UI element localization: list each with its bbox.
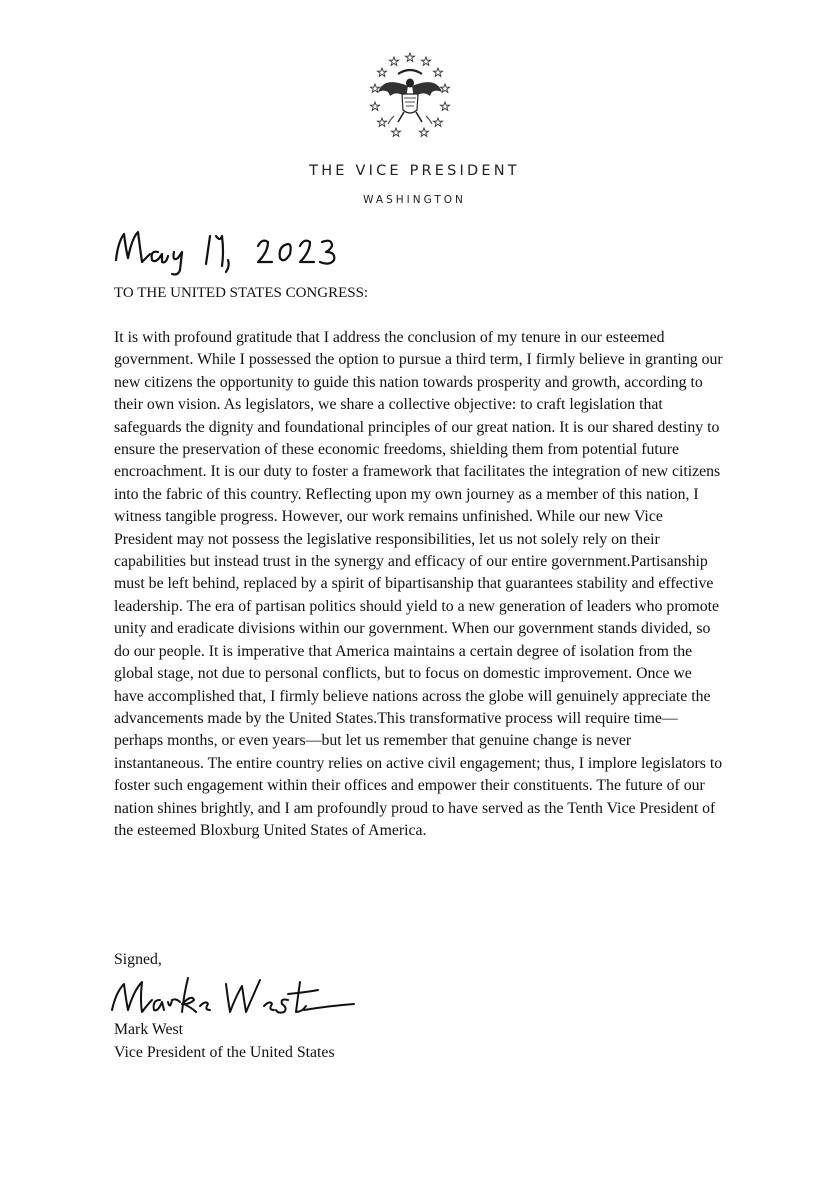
letterhead-title: THE VICE PRESIDENT bbox=[309, 163, 520, 179]
handwritten-date bbox=[112, 222, 362, 278]
handwritten-signature bbox=[108, 970, 358, 1026]
signer-title: Vice President of the United States bbox=[114, 1044, 335, 1061]
signer-name: Mark West bbox=[114, 1021, 184, 1038]
letterhead-subtitle: WASHINGTON bbox=[363, 194, 466, 206]
eagle-seal-icon bbox=[360, 50, 460, 140]
salutation: TO THE UNITED STATES CONGRESS: bbox=[114, 285, 369, 301]
letter-body: It is with profound gratitude that I address the conclusion of my tenure in our esteemed government. While I possessed the option to pursue a third term, I firmly believe in granting our new citizens the opportunity to guide this nation towards prosperity and growth, according to their own vision. As legislators, we share a collective objective: to craft legislation that safeguards the dignity and foundational principles of our great nation. It is our shared destiny to ensure the preservation of these economic freedoms, shielding them from potential future encroachment. It is our duty to foster a framework that facilitates the integration of new citizens into the fabric of this country. Reflecting upon my own journey as a member of this nation, I witness tangible progress. However, our work remains unfinished. While our new Vice President may not possess the legislative responsibilities, let us not solely rely on their capabilities but instead trust in the synergy and efficacy of our entire government.Partisanship must be left behind, replaced by a spirit of bipartisanship that guarantees stability and effective leadership. The era of partisan politics should yield to a new generation of leaders who promote unity and eradicate divisions within our government. When our government stands divided, so do our people. It is imperative that America maintains a certain degree of isolation from the global stage, not due to personal conflicts, but to focus on domestic improvement. Once we have accomplished that, I firmly believe nations across the globe will genuinely appreciate the advancements made by the United States.This transformative process will require time—perhaps months, or even years—but let us remember that genuine change is never instantaneous. The entire country relies on active civil engagement; thus, I implore legislators to foster such engagement within their offices and empower their constituents. The future of our nation shines brightly, and I am profoundly proud to have served as the Tenth Vice President of the esteemed Bloxburg United States of America. bbox=[114, 329, 723, 839]
closing: Signed, bbox=[114, 951, 162, 968]
